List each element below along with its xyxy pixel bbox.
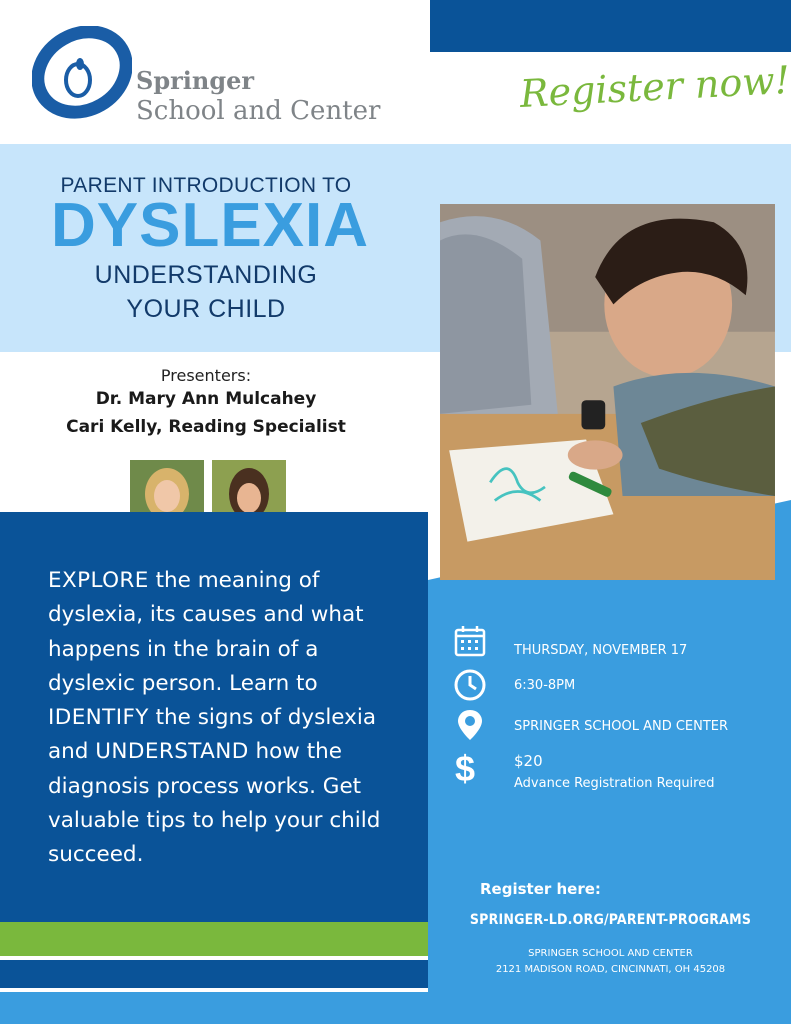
event-price: $20	[514, 752, 543, 770]
register-now-callout: Register now!	[518, 57, 791, 116]
title-sub-line1: UNDERSTANDING	[94, 261, 318, 289]
registration-url-link[interactable]: SPRINGER-LD.ORG/PARENT-PROGRAMS	[469, 912, 752, 928]
logo-name-line1: Springer	[136, 66, 255, 95]
title-main: DYSLEXIA	[50, 191, 370, 260]
keyword-identify: IDENTIFY	[48, 705, 149, 731]
presenter-name-1: Dr. Mary Ann Mulcahey	[95, 389, 317, 409]
location-pin-icon	[453, 708, 487, 742]
logo-name-line2: School and Center	[136, 96, 381, 126]
presenter-name-2: Cari Kelly, Reading Specialist	[66, 417, 346, 437]
stripe-light-blue	[0, 992, 428, 1024]
title-sub-line2: YOUR CHILD	[126, 295, 286, 323]
stripe-dark-blue	[0, 960, 428, 988]
event-price-note: Advance Registration Required	[514, 776, 715, 791]
dollar-icon: $	[455, 748, 476, 789]
event-time: 6:30-8PM	[514, 678, 576, 693]
event-date: THURSDAY, NOVEMBER 17	[514, 643, 688, 658]
clock-icon	[453, 668, 487, 702]
description-part-2: the signs of dyslexia and	[48, 705, 377, 765]
presenters-label: Presenters:	[160, 366, 252, 385]
description-text	[48, 564, 408, 873]
description-part-1: the meaning of dyslexia, its causes and what happens in the brain of a dyslexic person. Learn to	[48, 568, 364, 696]
keyword-explore: EXPLORE	[48, 568, 149, 593]
description-part-3: how the diagnosis process works. Get valuable tips to help your child succeed.	[48, 739, 381, 868]
keyword-understand: UNDERSTAND	[95, 739, 249, 765]
address-line-1: SPRINGER SCHOOL AND CENTER	[528, 948, 693, 959]
calendar-icon	[453, 624, 487, 658]
register-here-label: Register here:	[480, 880, 601, 898]
title-intro: PARENT INTRODUCTION TO	[60, 174, 352, 197]
address-line-2: 2121 MADISON ROAD, CINCINNATI, OH 45208	[495, 964, 726, 975]
event-location: SPRINGER SCHOOL AND CENTER	[514, 719, 729, 734]
student-writing-photo	[424, 204, 791, 580]
stripe-green	[0, 922, 428, 956]
